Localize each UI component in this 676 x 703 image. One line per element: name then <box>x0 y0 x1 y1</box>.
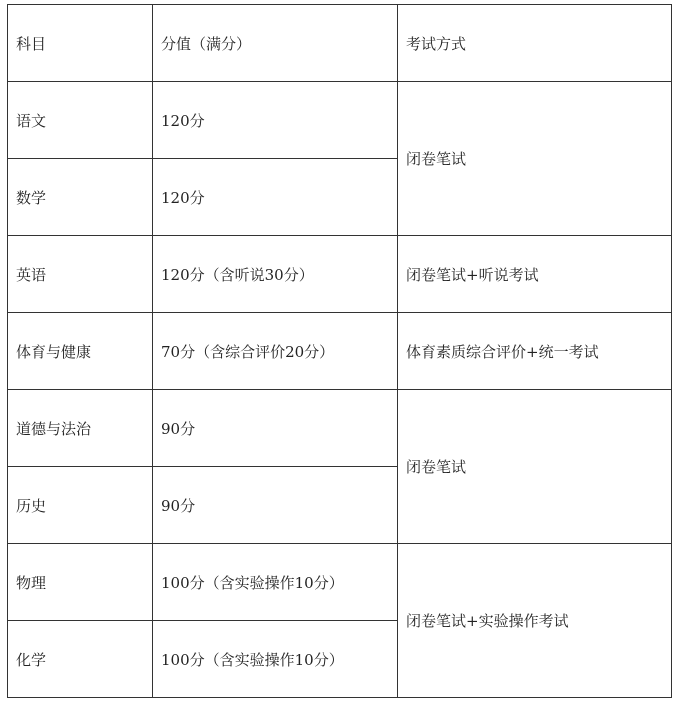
exam-method-cell: 闭卷笔试 <box>398 82 672 236</box>
subject-cell: 语文 <box>8 82 153 159</box>
score-cell: 100分（含实验操作10分） <box>153 621 398 698</box>
table-row <box>8 390 672 467</box>
score-cell: 120分（含听说30分） <box>153 236 398 313</box>
header-exam-method: 考试方式 <box>398 5 672 82</box>
exam-method-cell: 闭卷笔试 <box>398 390 672 544</box>
subject-cell: 数学 <box>8 159 153 236</box>
subject-cell: 道德与法治 <box>8 390 153 467</box>
table-row <box>8 236 672 313</box>
exam-method-cell: 闭卷笔试+实验操作考试 <box>398 544 672 698</box>
subject-cell: 历史 <box>8 467 153 544</box>
table-row <box>8 82 672 159</box>
header-score: 分值（满分） <box>153 5 398 82</box>
score-cell: 120分 <box>153 159 398 236</box>
score-cell: 90分 <box>153 390 398 467</box>
exam-score-table <box>7 4 672 698</box>
header-subject: 科目 <box>8 5 153 82</box>
score-cell: 90分 <box>153 467 398 544</box>
table-header-row <box>8 5 672 82</box>
score-cell: 120分 <box>153 82 398 159</box>
subject-cell: 英语 <box>8 236 153 313</box>
score-cell: 70分（含综合评价20分） <box>153 313 398 390</box>
table-row <box>8 544 672 621</box>
table-row <box>8 313 672 390</box>
subject-cell: 体育与健康 <box>8 313 153 390</box>
exam-method-cell: 闭卷笔试+听说考试 <box>398 236 672 313</box>
subject-cell: 物理 <box>8 544 153 621</box>
score-cell: 100分（含实验操作10分） <box>153 544 398 621</box>
subject-cell: 化学 <box>8 621 153 698</box>
exam-method-cell: 体育素质综合评价+统一考试 <box>398 313 672 390</box>
